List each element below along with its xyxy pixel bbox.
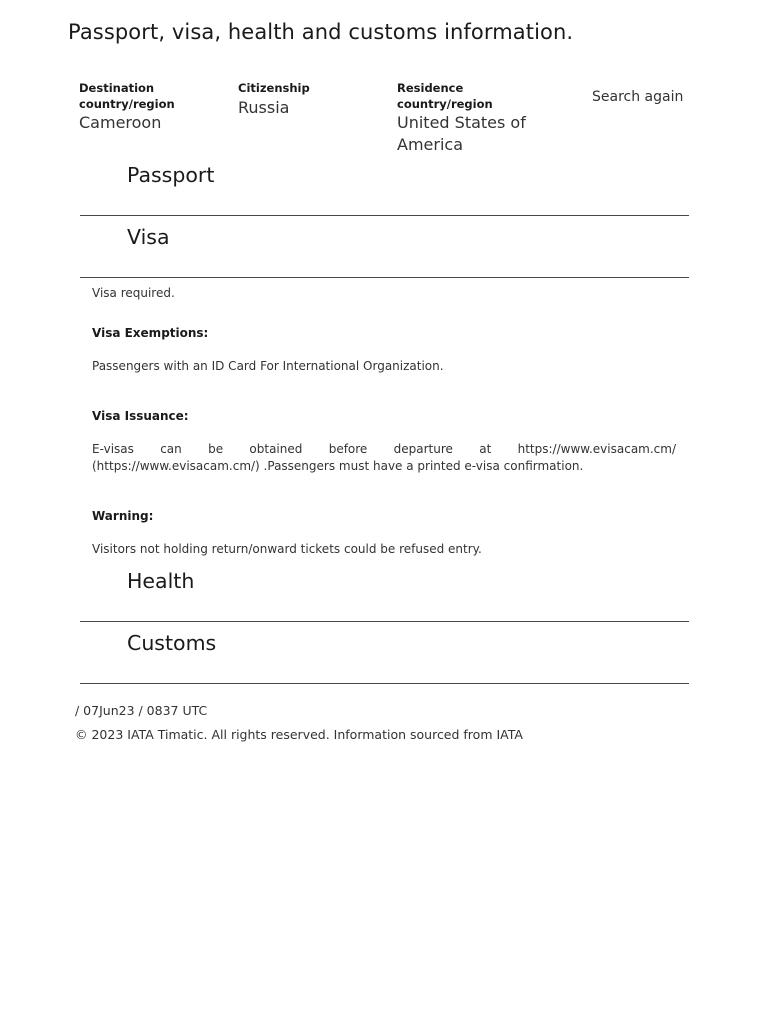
destination-label: Destination country/region — [79, 81, 175, 111]
section-health[interactable] — [80, 559, 689, 622]
residence-value: United States of America — [397, 113, 526, 154]
residence-label: Residence country/region — [397, 81, 493, 111]
citizenship-value: Russia — [238, 98, 290, 117]
section-customs[interactable] — [80, 621, 689, 684]
destination-value: Cameroon — [79, 113, 162, 132]
visa-exemptions-heading: Visa Exemptions: — [92, 326, 209, 340]
last-updated-text: / 07Jun23 / 0837 UTC — [75, 703, 208, 718]
citizenship-field — [238, 80, 388, 119]
residence-field — [397, 80, 547, 156]
section-visa[interactable] — [80, 215, 689, 278]
section-passport-title: Passport — [127, 163, 215, 187]
visa-issuance-text: E-visas can be obtained before departure at https://www.evisacam.cm/ (https://www.evisacam.cm/) .Passengers must have a printed e-visa confirmation. — [92, 442, 676, 473]
destination-field — [79, 80, 229, 134]
visa-issuance-heading: Visa Issuance: — [92, 409, 189, 423]
visa-details — [92, 285, 676, 558]
page-title: Passport, visa, health and customs information. — [68, 20, 574, 44]
visa-warning-text: Visitors not holding return/onward tickets could be refused entry. — [92, 542, 482, 556]
section-health-title: Health — [127, 569, 195, 593]
visa-exemptions-text: Passengers with an ID Card For International Organization. — [92, 359, 444, 373]
section-visa-title: Visa — [127, 225, 170, 249]
section-customs-title: Customs — [127, 631, 217, 655]
search-summary — [79, 80, 689, 160]
visa-status: Visa required. — [92, 286, 175, 300]
copyright-text: © 2023 IATA Timatic. All rights reserved. Information sourced from IATA — [75, 727, 523, 742]
search-again-link[interactable]: Search again — [592, 89, 684, 105]
visa-warning-heading: Warning: — [92, 509, 154, 523]
citizenship-label: Citizenship — [238, 81, 310, 95]
section-passport[interactable] — [80, 153, 689, 216]
